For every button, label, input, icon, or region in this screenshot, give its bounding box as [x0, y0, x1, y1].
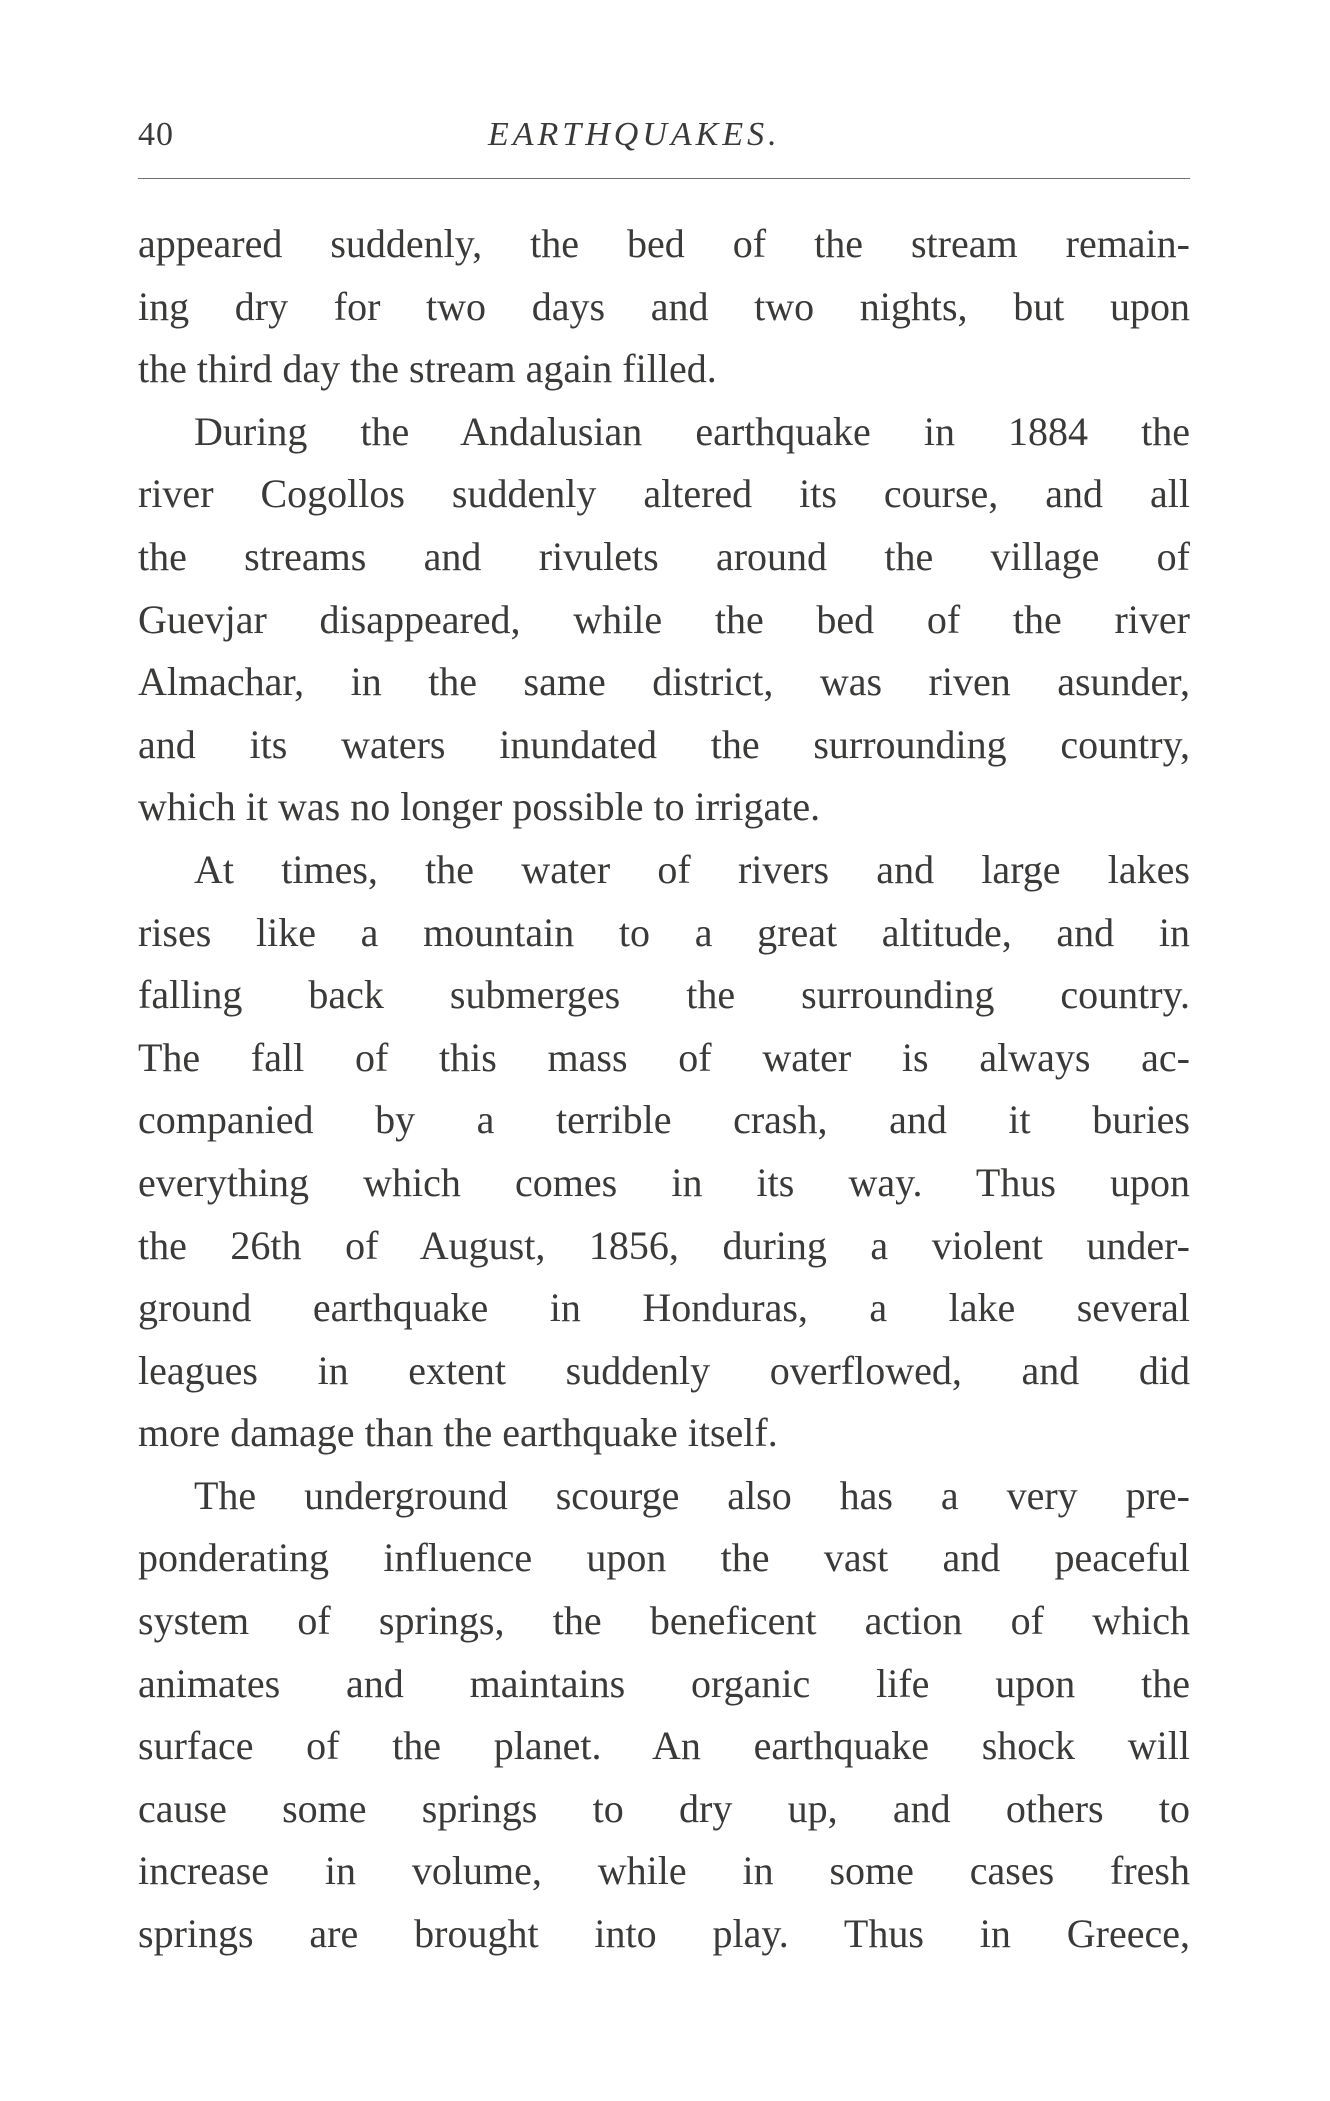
text-line: ponderating influence upon the vast and peaceful [138, 1535, 1190, 1581]
text-line: rises like a mountain to a great altitude, and in [138, 909, 1190, 955]
running-title: EARTHQUAKES. [488, 116, 781, 153]
text-line: increase in volume, while in some cases fresh [138, 1848, 1190, 1894]
text-line: During the Andalusian earthquake in 1884 the [194, 408, 1190, 454]
text-line: The fall of this mass of water is always ac- [138, 1034, 1190, 1080]
text-line: system of springs, the beneficent action of which [138, 1598, 1190, 1644]
text-line: which it was no longer possible to irrigate. [138, 784, 821, 830]
text-line: the third day the stream again filled. [138, 346, 717, 392]
text-line: leagues in extent suddenly overflowed, and did [138, 1347, 1190, 1393]
text-line: the 26th of August, 1856, during a violent under- [138, 1222, 1190, 1268]
text-line: everything which comes in its way. Thus upon [138, 1159, 1190, 1205]
text-line: ground earthquake in Honduras, a lake several [138, 1285, 1190, 1331]
text-line: appeared suddenly, the bed of the stream remain- [138, 221, 1190, 266]
text-line: companied by a terrible crash, and it buries [138, 1097, 1190, 1143]
text-line: At times, the water of rivers and large lakes [194, 846, 1190, 892]
text-line: more damage than the earthquake itself. [138, 1410, 778, 1456]
text-line: the streams and rivulets around the village of [138, 533, 1190, 579]
text-line: animates and maintains organic life upon the [138, 1660, 1190, 1706]
body-text [138, 213, 1190, 1966]
text-line: The underground scourge also has a very pre- [194, 1472, 1190, 1518]
text-line: river Cogollos suddenly altered its course, and all [138, 471, 1190, 517]
page-number: 40 [138, 116, 174, 153]
text-line: ing dry for two days and two nights, but upon [138, 283, 1190, 329]
page-header [138, 108, 1188, 168]
text-line: Almachar, in the same district, was riven asunder, [138, 659, 1190, 705]
text-line: surface of the planet. An earthquake shock will [138, 1723, 1190, 1769]
text-line: springs are brought into play. Thus in Greece, [138, 1911, 1190, 1957]
text-line: Guevjar disappeared, while the bed of the river [138, 596, 1190, 642]
text-line: cause some springs to dry up, and others to [138, 1785, 1190, 1831]
header-rule [138, 178, 1190, 179]
text-line: falling back submerges the surrounding country. [138, 972, 1190, 1018]
text-line: and its waters inundated the surrounding country, [138, 721, 1190, 767]
